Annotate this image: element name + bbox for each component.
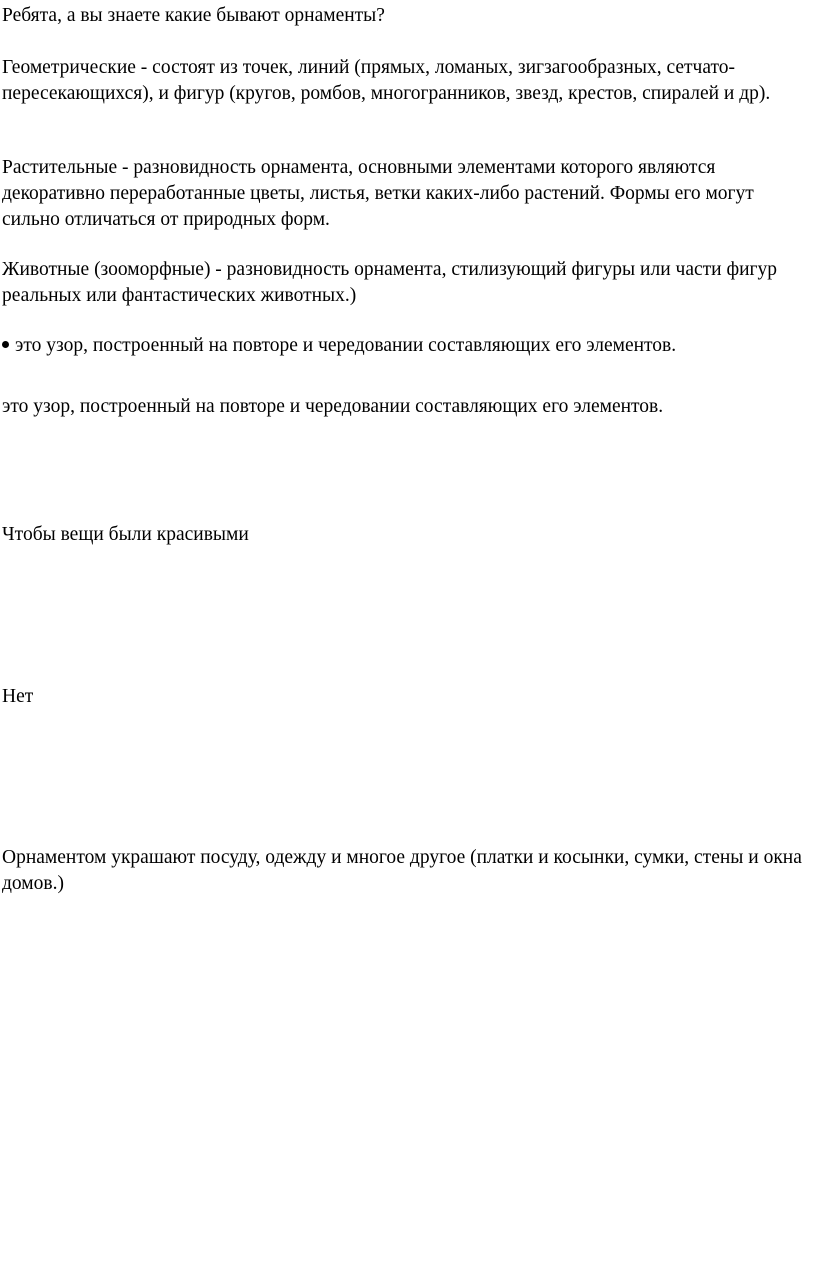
usage-paragraph: Орнаментом украшают посуду, одежду и многое другое (платки и косынки, сумки, стены и окна домов.) xyxy=(2,847,802,894)
geometric-ornament-paragraph: Геометрические - состоят из точек, линий (прямых, ломаных, зигзагообразных, сетчато-пересекающихся), и фигур (кругов, ромбов, многогранников, звезд, крестов, спиралей и др). xyxy=(2,57,771,104)
intro-question: Ребята, а вы знаете какие бывают орнаменты? xyxy=(2,5,385,26)
no-answer: Нет xyxy=(2,686,34,707)
bullet-icon xyxy=(2,341,9,348)
purpose-answer: Чтобы вещи были красивыми xyxy=(2,524,249,545)
bullet-item xyxy=(2,333,814,359)
definition-paragraph: это узор, построенный на повторе и чередовании составляющих его элементов. xyxy=(2,396,664,417)
bullet-definition-text: это узор, построенный на повторе и чередовании составляющих его элементов. xyxy=(15,335,677,356)
animal-ornament-paragraph: Животные (зооморфные) - разновидность орнамента, стилизующий фигуры или части фигур реальных или фантастических животных.) xyxy=(2,259,778,306)
plant-ornament-paragraph: Растительные - разновидность орнамента, основными элементами которого являются декоративно переработанные цветы, листья, ветки каких-либо растений. Формы его могут сильно отличаться от природных форм. xyxy=(2,157,754,230)
